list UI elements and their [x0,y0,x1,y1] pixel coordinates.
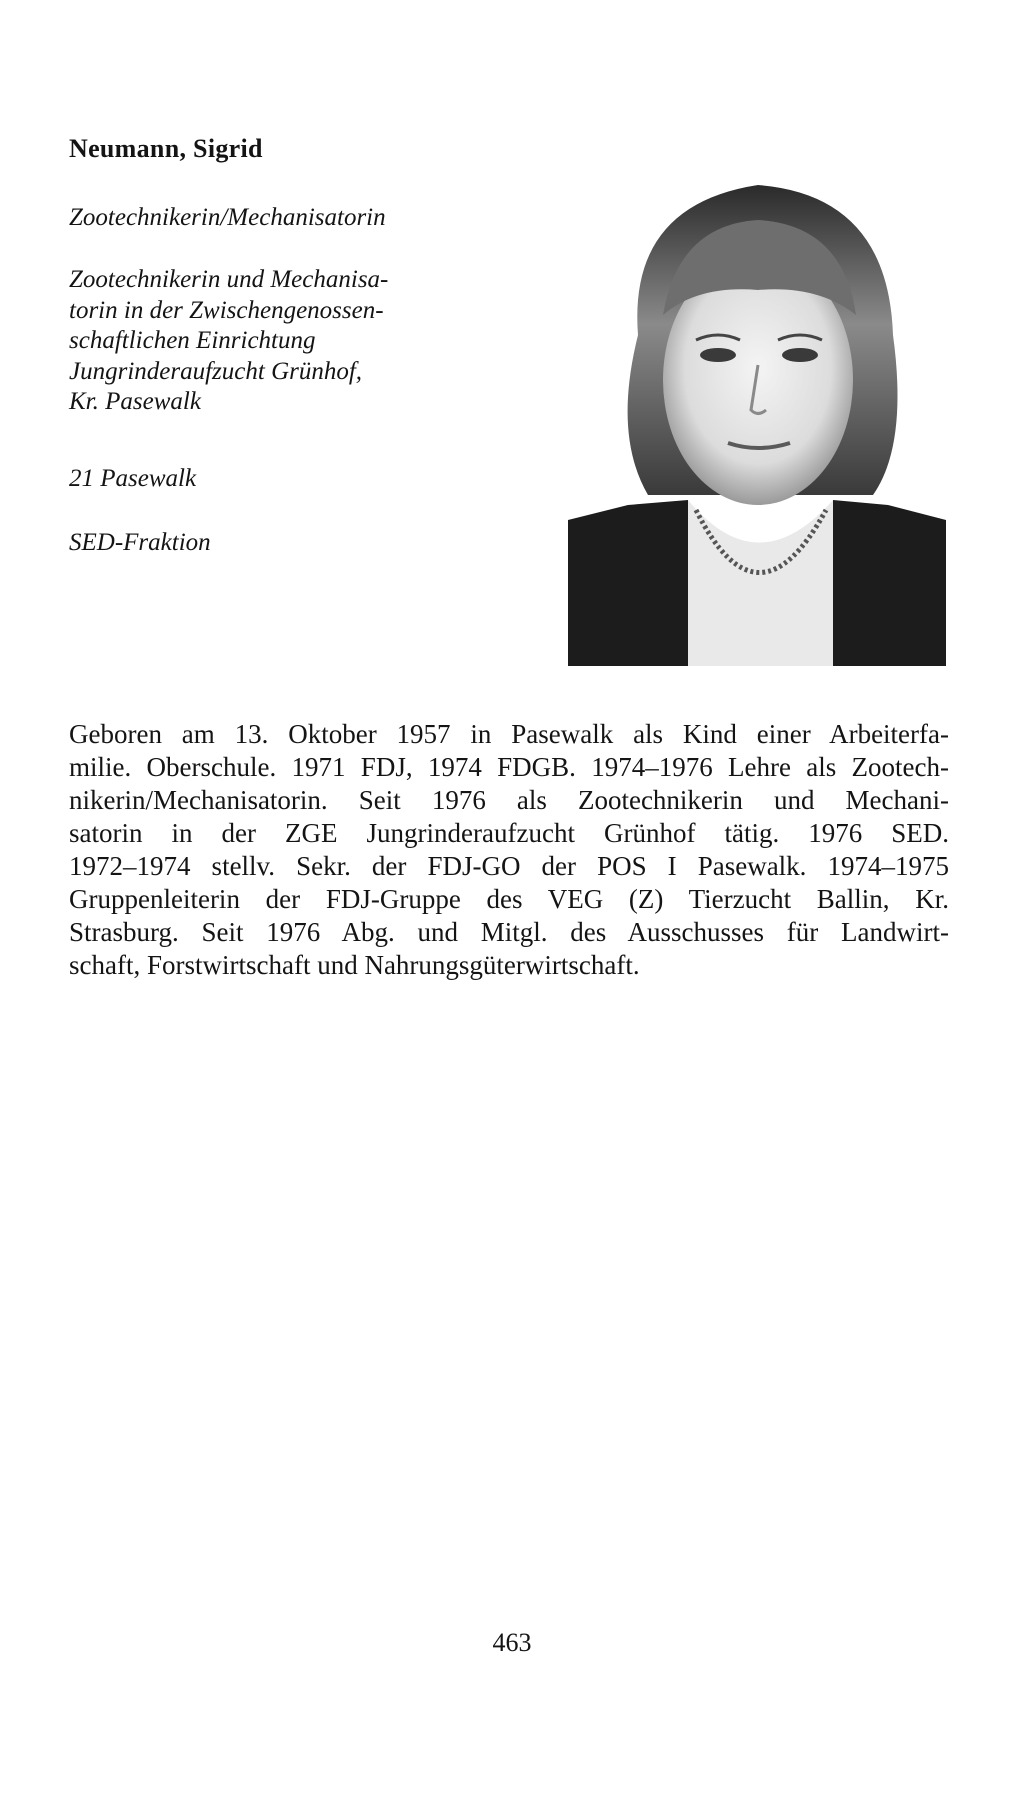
portrait-photo-icon [568,165,946,666]
person-name: Neumann, Sigrid [69,134,263,163]
biography-line: Geboren am 13. Oktober 1957 in Pasewalk als Kind einer Arbeiterfa- [69,719,949,749]
biography [69,718,949,982]
portrait-photo [568,165,946,666]
biography-line: satorin in der ZGE Jungrinderaufzucht Grünhof tätig. 1976 SED. [69,818,949,848]
biography-line: milie. Oberschule. 1971 FDJ, 1974 FDGB. 1974–1976 Lehre als Zootech- [69,752,949,782]
faction: SED-Fraktion [69,529,211,556]
profession: Zootechnikerin/Mechanisatorin [69,204,386,231]
biography-line: schaft, Forstwirtschaft und Nahrungsgüterwirtschaft. [69,950,640,980]
page-number: 463 [492,1628,532,1657]
position-line: Jungrinderaufzucht Grünhof, [69,357,363,385]
biography-line: nikerin/Mechanisatorin. Seit 1976 als Zootechnikerin und Mechani- [69,785,949,815]
biography-line: Strasburg. Seit 1976 Abg. und Mitgl. des Ausschusses für Landwirt- [69,917,949,947]
position-line: schaftlichen Einrichtung [69,327,316,354]
biography-line: Gruppenleiterin der FDJ-Gruppe des VEG (Z) Tierzucht Ballin, Kr. [69,884,949,914]
biography-line: 1972–1974 stellv. Sekr. der FDJ-GO der POS I Pasewalk. 1974–1975 [69,851,949,881]
position-description [69,265,469,418]
position-line: Zootechnikerin und Mechanisa- [69,266,389,293]
constituency: 21 Pasewalk [69,465,197,492]
position-line: torin in der Zwischengenossen- [69,296,384,324]
position-line: Kr. Pasewalk [69,388,201,415]
